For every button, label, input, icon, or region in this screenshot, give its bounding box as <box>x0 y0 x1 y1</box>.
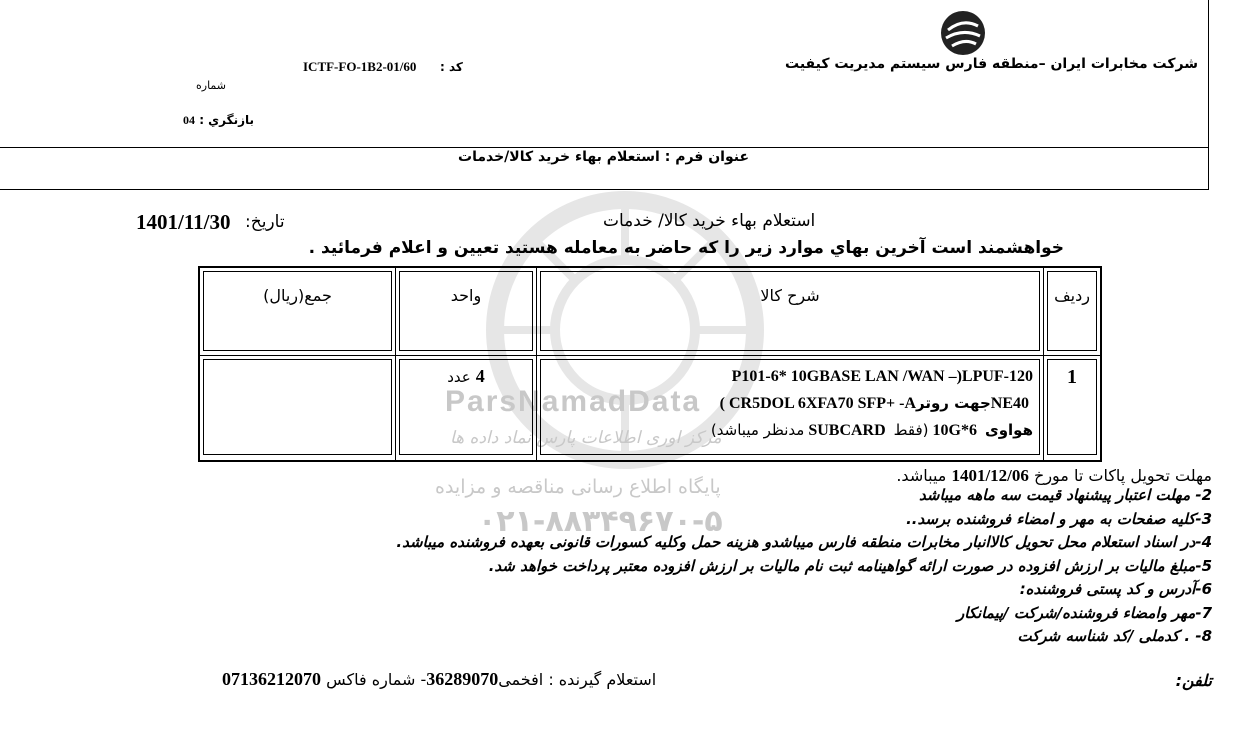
item-total <box>203 359 392 455</box>
deadline-suffix: میباشد. <box>896 466 947 485</box>
revision-value: 04 <box>183 113 195 127</box>
note-3: 3-کلیه صفحات به مهر و امضاء فروشنده برسد.. <box>906 509 1212 528</box>
note-8: 8- . کدملی /کد شناسه شرکت <box>1017 627 1212 645</box>
header-row-no: ردیف <box>1047 271 1097 351</box>
phone-label: تلفن: <box>1175 671 1212 690</box>
item-description <box>540 359 1040 455</box>
header-description: شرح کالا <box>540 271 1040 351</box>
desc-line-1: P101-6* 10GBASE LAN /WAN –)LPUF-120 <box>731 367 1033 385</box>
contact-line <box>222 669 656 690</box>
note-5: 5-مبلغ مالیات بر ارزش افزوده در صورت ارائه گواهینامه ثبت نام مالیات بر ارزش افزوده معتبر پرداخت خواهد شد. <box>488 556 1212 575</box>
recipient-label: استعلام گیرنده : افخمی <box>498 670 657 689</box>
notes-list <box>212 486 1212 651</box>
company-name: شرکت مخابرات ایران –منطقه فارس سیستم مدیریت کیفیت <box>785 56 1198 72</box>
note-7: 7-مهر وامضاء فروشنده/شرکت /پیمانکار <box>956 603 1212 622</box>
unit-name: عدد <box>447 367 471 386</box>
deadline-line <box>896 466 1212 486</box>
watermark-line2: پایگاه اطلاع رسانی مناقصه و مزایده <box>435 476 721 498</box>
header-divider <box>0 147 1208 148</box>
desc-line-2: NE40 جهت روتر ( CR5DOL 6XFA70 SFP+ -A <box>715 393 1033 412</box>
form-title: عنوان فرم : استعلام بهاء خريد کالا/خدمات <box>458 149 750 165</box>
date-label: تاریخ: <box>245 212 285 232</box>
note-4: 4-در اسناد استعلام محل تحویل کالاانبار مخابرات منطقه فارس میباشدو هزینه حمل وکلیه کسورات قانونی بعهده فروشنده میباشد. <box>396 533 1212 551</box>
request-text: خواهشمند است آخرين بهاي موارد زير را كه حاضر به معامله هستيد تعيين و اعلام فرمائيد . <box>308 238 1064 258</box>
items-table <box>198 266 1102 462</box>
header-unit: واحد <box>399 271 533 351</box>
code-value: ICTF-FO-1B2-01/60 <box>303 59 417 74</box>
fax-label: - شماره فاکس <box>326 670 427 689</box>
unit-qty: 4 <box>475 365 485 386</box>
watermark-line1: مرکز اوری اطلاعات پارس نماد داده ها <box>450 428 722 448</box>
company-logo-icon <box>938 8 988 58</box>
phone-number: 36289070 <box>426 669 499 689</box>
item-unit <box>399 359 533 455</box>
header-total: جمع(ریال) <box>203 271 392 351</box>
note-6: 6-آدرس و کد پستی فروشنده: <box>1019 580 1212 598</box>
desc-line-3: هواوی 10G*6 (فقط SUBCARD مدنظر میباشد) <box>710 420 1033 439</box>
inquiry-title: استعلام بهاء خرید کالا/ خدمات <box>603 211 816 231</box>
fax-number: 07136212070 <box>222 669 321 689</box>
number-label: شماره <box>196 79 227 92</box>
watermark-brand: ParsNamadData <box>445 385 702 418</box>
revision <box>183 113 254 128</box>
revision-label: بازنگري : <box>199 113 255 127</box>
date-value: 1401/11/30 <box>136 210 231 234</box>
deadline-date: 1401/12/06 <box>951 466 1029 485</box>
note-2: 2- مهلت اعتبار پیشنهاد قیمت سه ماهه میباشد <box>919 486 1212 504</box>
deadline-prefix: مهلت تحویل پاکات تا مورخ <box>1033 466 1212 485</box>
table-header-row <box>199 267 1101 355</box>
watermark-phone: ۰۲۱-۸۸۳۴۹۶۷۰-۵ <box>478 504 723 539</box>
code-label: کد : <box>440 60 463 74</box>
row-number: 1 <box>1047 359 1097 455</box>
table-row <box>199 355 1101 461</box>
